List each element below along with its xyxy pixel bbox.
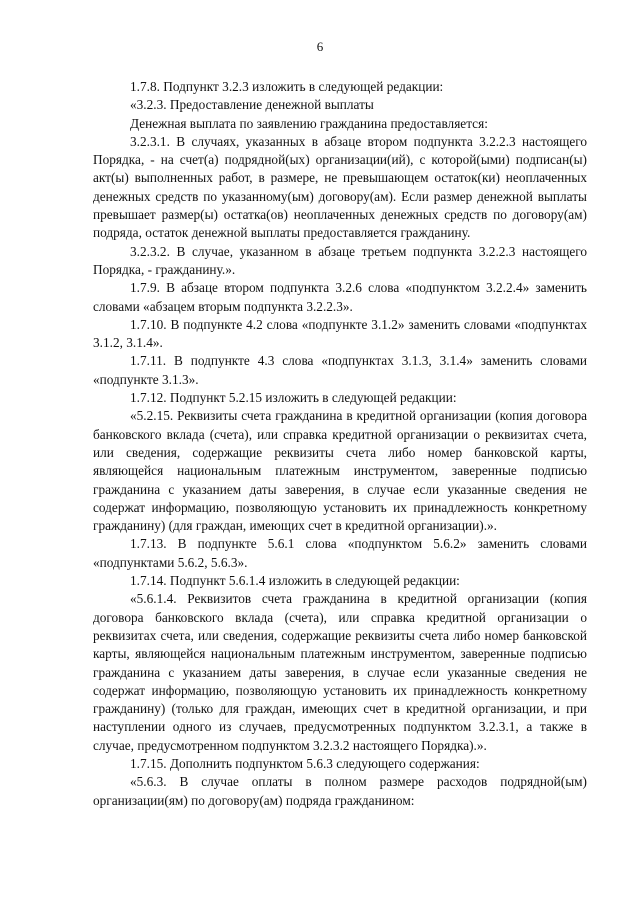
paragraph-3-2-3-2: 3.2.3.2. В случае, указанном в абзаце третьем подпункта 3.2.2.3 настоящего Порядка, - гражданину.». bbox=[93, 243, 587, 277]
paragraph-1-7-8: 1.7.8. Подпункт 3.2.3 изложить в следующей редакции: bbox=[130, 79, 444, 94]
document-body bbox=[93, 78, 587, 810]
paragraph-5-2-15: «5.2.15. Реквизиты счета гражданина в кредитной организации (копия договора банковского вклада (счета), или справка кредитной организации о реквизитах счета, или сведения, содержащие реквизиты счета либо номер банковской карты, являющейся национальным платежным инструментом, заверенные подписью гражданина с указанием даты заверения, в случае если указанные сведения не содержат информацию, позволяющую установить их принадлежность конкретному гражданину) (для граждан, имеющих счет в кредитной организации).». bbox=[93, 408, 587, 534]
paragraph-3-2-3-title: «3.2.3. Предоставление денежной выплаты bbox=[130, 97, 374, 113]
paragraph-3-2-3-1: 3.2.3.1. В случаях, указанных в абзаце втором подпункта 3.2.2.3 настоящего Порядка, - на счет(а) подрядной(ых) организации(ий), с которой(ыми) подписан(ы) акт(ы) выполненных работ, в размере, не превышающем остаток(ки) неоплаченных денежных средств по указанному(ым) договору(ам). Если размер денежной выплаты превышает размер(ы) остатка(ов) неоплаченных денежных средств по договору(ам) подряда, остаток денежной выплаты предоставляется гражданину. bbox=[93, 133, 587, 241]
paragraph-1-7-14: 1.7.14. Подпункт 5.6.1.4 изложить в следующей редакции: bbox=[130, 573, 460, 589]
paragraph-1-7-11: 1.7.11. В подпункте 4.3 слова «подпунктах 3.1.3, 3.1.4» заменить словами «подпункте 3.1.3». bbox=[93, 353, 587, 387]
paragraph-1-7-9: 1.7.9. В абзаце втором подпункта 3.2.6 слова «подпунктом 3.2.2.4» заменить словами «абзацем вторым подпункта 3.2.2.3». bbox=[93, 280, 587, 314]
paragraph-1-7-10: 1.7.10. В подпункте 4.2 слова «подпункте 3.1.2» заменить словами «подпунктах 3.1.2, 3.1.4». bbox=[93, 316, 587, 351]
paragraph-3-2-3-intro: Денежная выплата по заявлению гражданина предоставляется: bbox=[130, 115, 488, 131]
paragraph-1-7-15: 1.7.15. Дополнить подпунктом 5.6.3 следующего содержания: bbox=[130, 755, 480, 771]
paragraph-1-7-13: 1.7.13. В подпункте 5.6.1 слова «подпунктом 5.6.2» заменить словами «подпунктами 5.6.2, 5.6.3». bbox=[93, 536, 587, 570]
paragraph-1-7-12: 1.7.12. Подпункт 5.2.15 изложить в следующей редакции: bbox=[130, 390, 457, 406]
page-number: 6 bbox=[316, 39, 324, 54]
paragraph-5-6-1-4: «5.6.1.4. Реквизитов счета гражданина в кредитной организации (копия договора банковского вклада (счета), или справка кредитной организации о реквизитах счета, или сведения, содержащие реквизиты счета либо номер банковской карты, являющейся национальным платежным инструментом, заверенные подписью гражданина с указанием даты заверения, в случае если указанные сведения не содержат информацию, позволяющую установить их принадлежность конкретному гражданину) (только для граждан, имеющих счет в кредитной организации, и при наступлении одного из случаев, предусмотренных подпунктом 3.2.3.1, а также в случае, предусмотренном подпунктом 3.2.3.2 настоящего Порядка).». bbox=[93, 591, 587, 753]
paragraph-5-6-3: «5.6.3. В случае оплаты в полном размере расходов подрядной(ым) организации(ям) по договору(ам) подряда гражданином: bbox=[93, 774, 587, 808]
